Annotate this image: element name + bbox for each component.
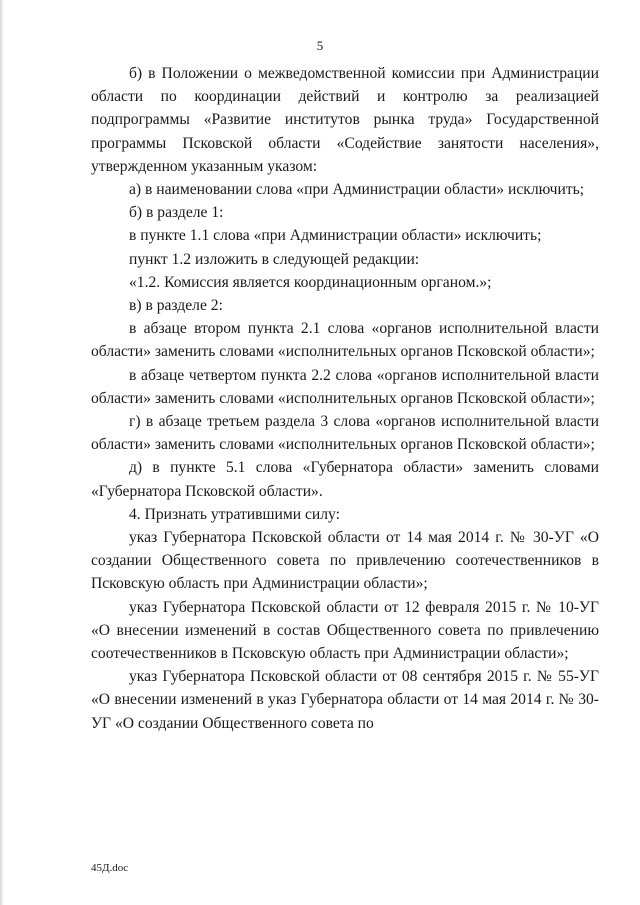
paragraph: 4. Признать утратившими силу:: [129, 505, 340, 523]
scan-edge-shadow: [0, 0, 4, 905]
paragraph: а) в наименовании слова «при Администрации области» исключить;: [129, 181, 585, 199]
paragraph: б) в разделе 1:: [129, 204, 224, 222]
document-body: [91, 62, 599, 735]
paragraph: в) в разделе 2:: [129, 297, 223, 315]
paragraph: в абзаце четвертом пункта 2.2 слова «органов исполнительной власти области» заменить словами «исполнительных органов Псковской области»;: [91, 366, 599, 407]
paragraph: д) в пункте 5.1 слова «Губернатора области» заменить словами «Губернатора Псковской области».: [91, 459, 599, 500]
paragraph: «1.2. Комиссия является координационным органом.»;: [129, 273, 492, 291]
paragraph: б) в Положении о межведомственной комиссии при Администрации области по координации действий и контролю за реализацией подпрограммы «Развитие институтов рынка труда» Государственной программы Псковской области «Содействие занятости населения», утвержденном указанным указом:: [91, 65, 599, 175]
paragraph: г) в абзаце третьем раздела 3 слова «органов исполнительной власти области» заменить словами «исполнительных органов Псковской области»;: [91, 413, 599, 454]
footer-filename: 45Д.doc: [91, 862, 129, 874]
paragraph: указ Губернатора Псковской области от 12 февраля 2015 г. № 10-УГ «О внесении изменений в состав Общественного совета по привлечению соотечественников в Псковскую область при Администрации области»;: [91, 598, 599, 663]
paragraph: в абзаце втором пункта 2.1 слова «органов исполнительной власти области» заменить словами «исполнительных органов Псковской области»;: [91, 320, 599, 361]
paragraph: пункт 1.2 изложить в следующей редакции:: [129, 250, 420, 268]
paragraph: в пункте 1.1 слова «при Администрации области» исключить;: [129, 227, 542, 245]
paragraph: указ Губернатора Псковской области от 08 сентября 2015 г. № 55-УГ «О внесении изменений в указ Губернатора области от 14 мая 2014 г. № 30-УГ «О создании Общественного совета по: [91, 668, 599, 732]
paragraph: указ Губернатора Псковской области от 14 мая 2014 г. № 30-УГ «О создании Общественного совета по привлечению соотечественников в Псковскую область при Администрации области»;: [91, 529, 599, 593]
page-number: 5: [316, 38, 324, 53]
